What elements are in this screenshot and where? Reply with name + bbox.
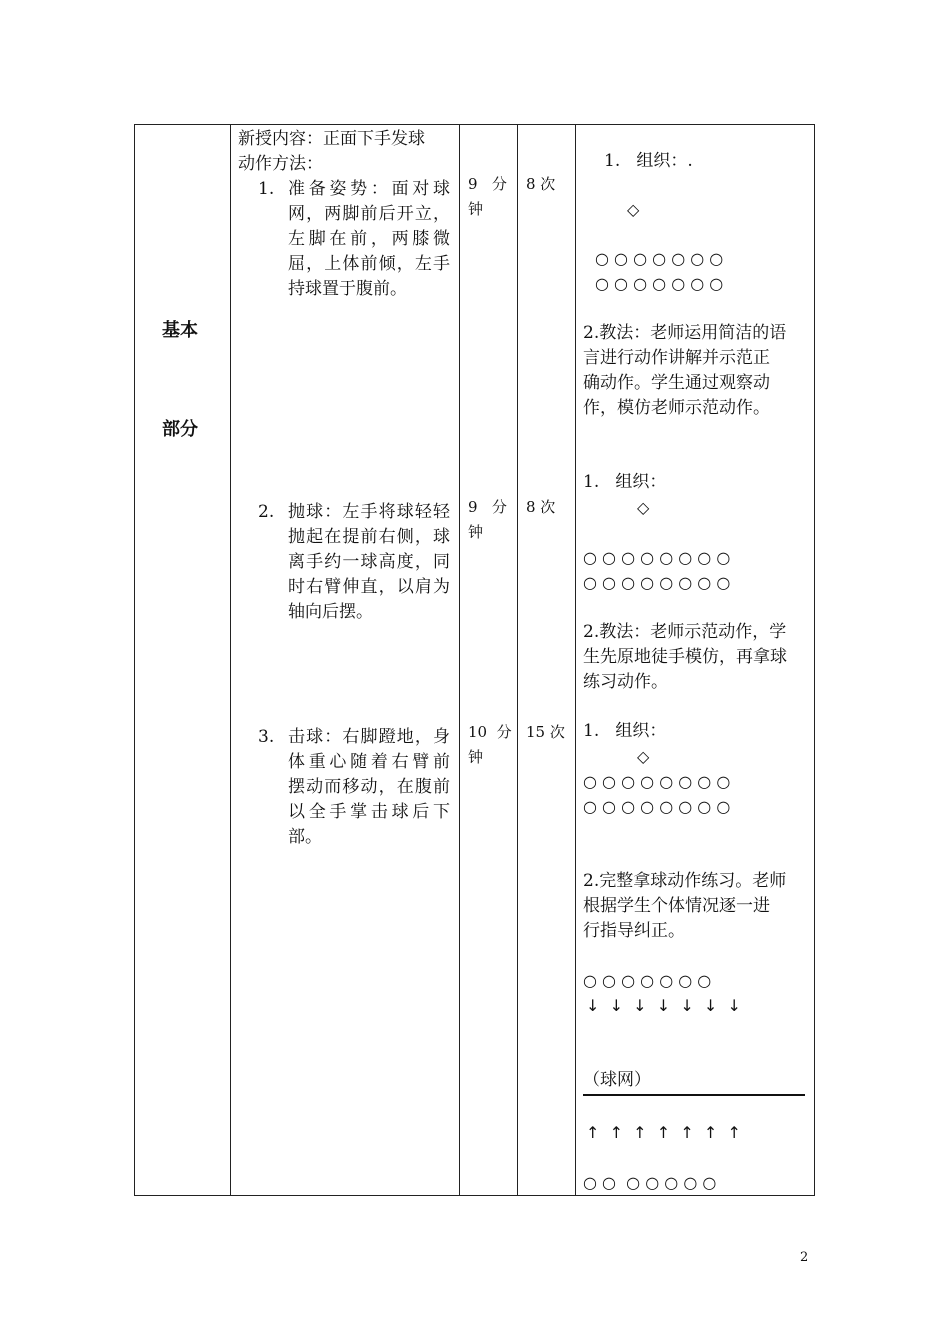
time-value: 9 分: [468, 175, 507, 193]
content-title: 新授内容：正面下手发球: [238, 129, 425, 149]
step1-line: 网，两脚前后开立，: [288, 204, 450, 224]
section-label-line1: 基本: [162, 320, 198, 341]
reps-value: 8 次: [526, 175, 556, 193]
student-row: ○ ○ ○ ○ ○ ○ ○ ○: [583, 573, 731, 592]
step3-line: 体重心随着右臂前: [288, 752, 450, 772]
student-row: ○ ○ ○ ○ ○ ○ ○ ○: [583, 772, 731, 791]
page-number: 2: [800, 1250, 809, 1265]
teaching-method-line: 作，模仿老师示范动作。: [583, 398, 770, 418]
student-row: ○ ○ ○ ○ ○ ○ ○: [583, 1173, 717, 1192]
content-method: 动作方法：: [238, 154, 323, 174]
step2-line: 时右臂伸直，以肩为: [288, 577, 450, 597]
column-divider: [459, 125, 460, 1195]
teacher-diamond-icon: ◇: [637, 747, 650, 766]
step1-line: 左脚在前，两膝微: [288, 229, 450, 249]
step1-line: 准备姿势：面对球: [288, 179, 450, 199]
up-arrows-icon: ↑ ↑ ↑ ↑ ↑ ↑ ↑: [586, 1123, 741, 1142]
teacher-diamond-icon: ◇: [637, 498, 650, 517]
teacher-diamond-icon: ◇: [627, 200, 640, 219]
step3-line: 摆动而移动，在腹前: [288, 777, 450, 797]
time-unit: 钟: [468, 748, 484, 766]
step2-line: 轴向后摆。: [288, 602, 373, 622]
teaching-method-line: 根据学生个体情况逐一进: [583, 896, 770, 916]
time-value: 10 分: [468, 723, 512, 741]
step-number: 3.: [258, 727, 275, 747]
net-label: （球网）: [583, 1070, 651, 1090]
step3-line: 以全手掌击球后下: [288, 802, 450, 822]
step2-line: 抛起在提前右侧，球: [288, 527, 450, 547]
org-title: 1. 组织：: [583, 721, 667, 741]
step-number: 1.: [258, 179, 275, 199]
teaching-method-line: 2.教法：老师运用简洁的语: [583, 323, 787, 343]
column-divider: [575, 125, 576, 1195]
step3-line: 部。: [288, 827, 322, 847]
teaching-method-line: 练习动作。: [583, 672, 668, 692]
teaching-method-line: 2.教法：老师示范动作，学: [583, 622, 787, 642]
org-title: 1. 组织：.: [604, 151, 693, 171]
teaching-method-line: 生先原地徒手模仿，再拿球: [583, 647, 787, 667]
teaching-method-line: 确动作。学生通过观察动: [583, 373, 770, 393]
org-title: 1. 组织：: [583, 472, 667, 492]
time-value: 9 分: [468, 498, 507, 516]
student-row: ○ ○ ○ ○ ○ ○ ○ ○: [583, 548, 731, 567]
net-line: [583, 1094, 805, 1096]
teaching-method-line: 行指导纠正。: [583, 921, 685, 941]
reps-value: 15 次: [526, 723, 565, 741]
time-unit: 钟: [468, 523, 484, 541]
step1-line: 屈，上体前倾，左手: [288, 254, 450, 274]
student-row: ○ ○ ○ ○ ○ ○ ○: [583, 971, 712, 990]
step2-line: 离手约一球高度，同: [288, 552, 450, 572]
column-divider: [230, 125, 231, 1195]
step1-line: 持球置于腹前。: [288, 279, 407, 299]
student-row: ○ ○ ○ ○ ○ ○ ○ ○: [583, 797, 731, 816]
reps-value: 8 次: [526, 498, 556, 516]
student-row: ○ ○ ○ ○ ○ ○ ○: [595, 249, 724, 268]
down-arrows-icon: ↓ ↓ ↓ ↓ ↓ ↓ ↓: [586, 996, 741, 1015]
teaching-method-line: 2.完整拿球动作练习。老师: [583, 871, 787, 891]
step3-line: 击球：右脚蹬地，身: [288, 727, 450, 747]
step2-line: 抛球：左手将球轻轻: [288, 502, 450, 522]
column-divider: [517, 125, 518, 1195]
section-label-line2: 部分: [162, 419, 198, 440]
time-unit: 钟: [468, 200, 484, 218]
student-row: ○ ○ ○ ○ ○ ○ ○: [595, 274, 724, 293]
teaching-method-line: 言进行动作讲解并示范正: [583, 348, 770, 368]
step-number: 2.: [258, 502, 275, 522]
